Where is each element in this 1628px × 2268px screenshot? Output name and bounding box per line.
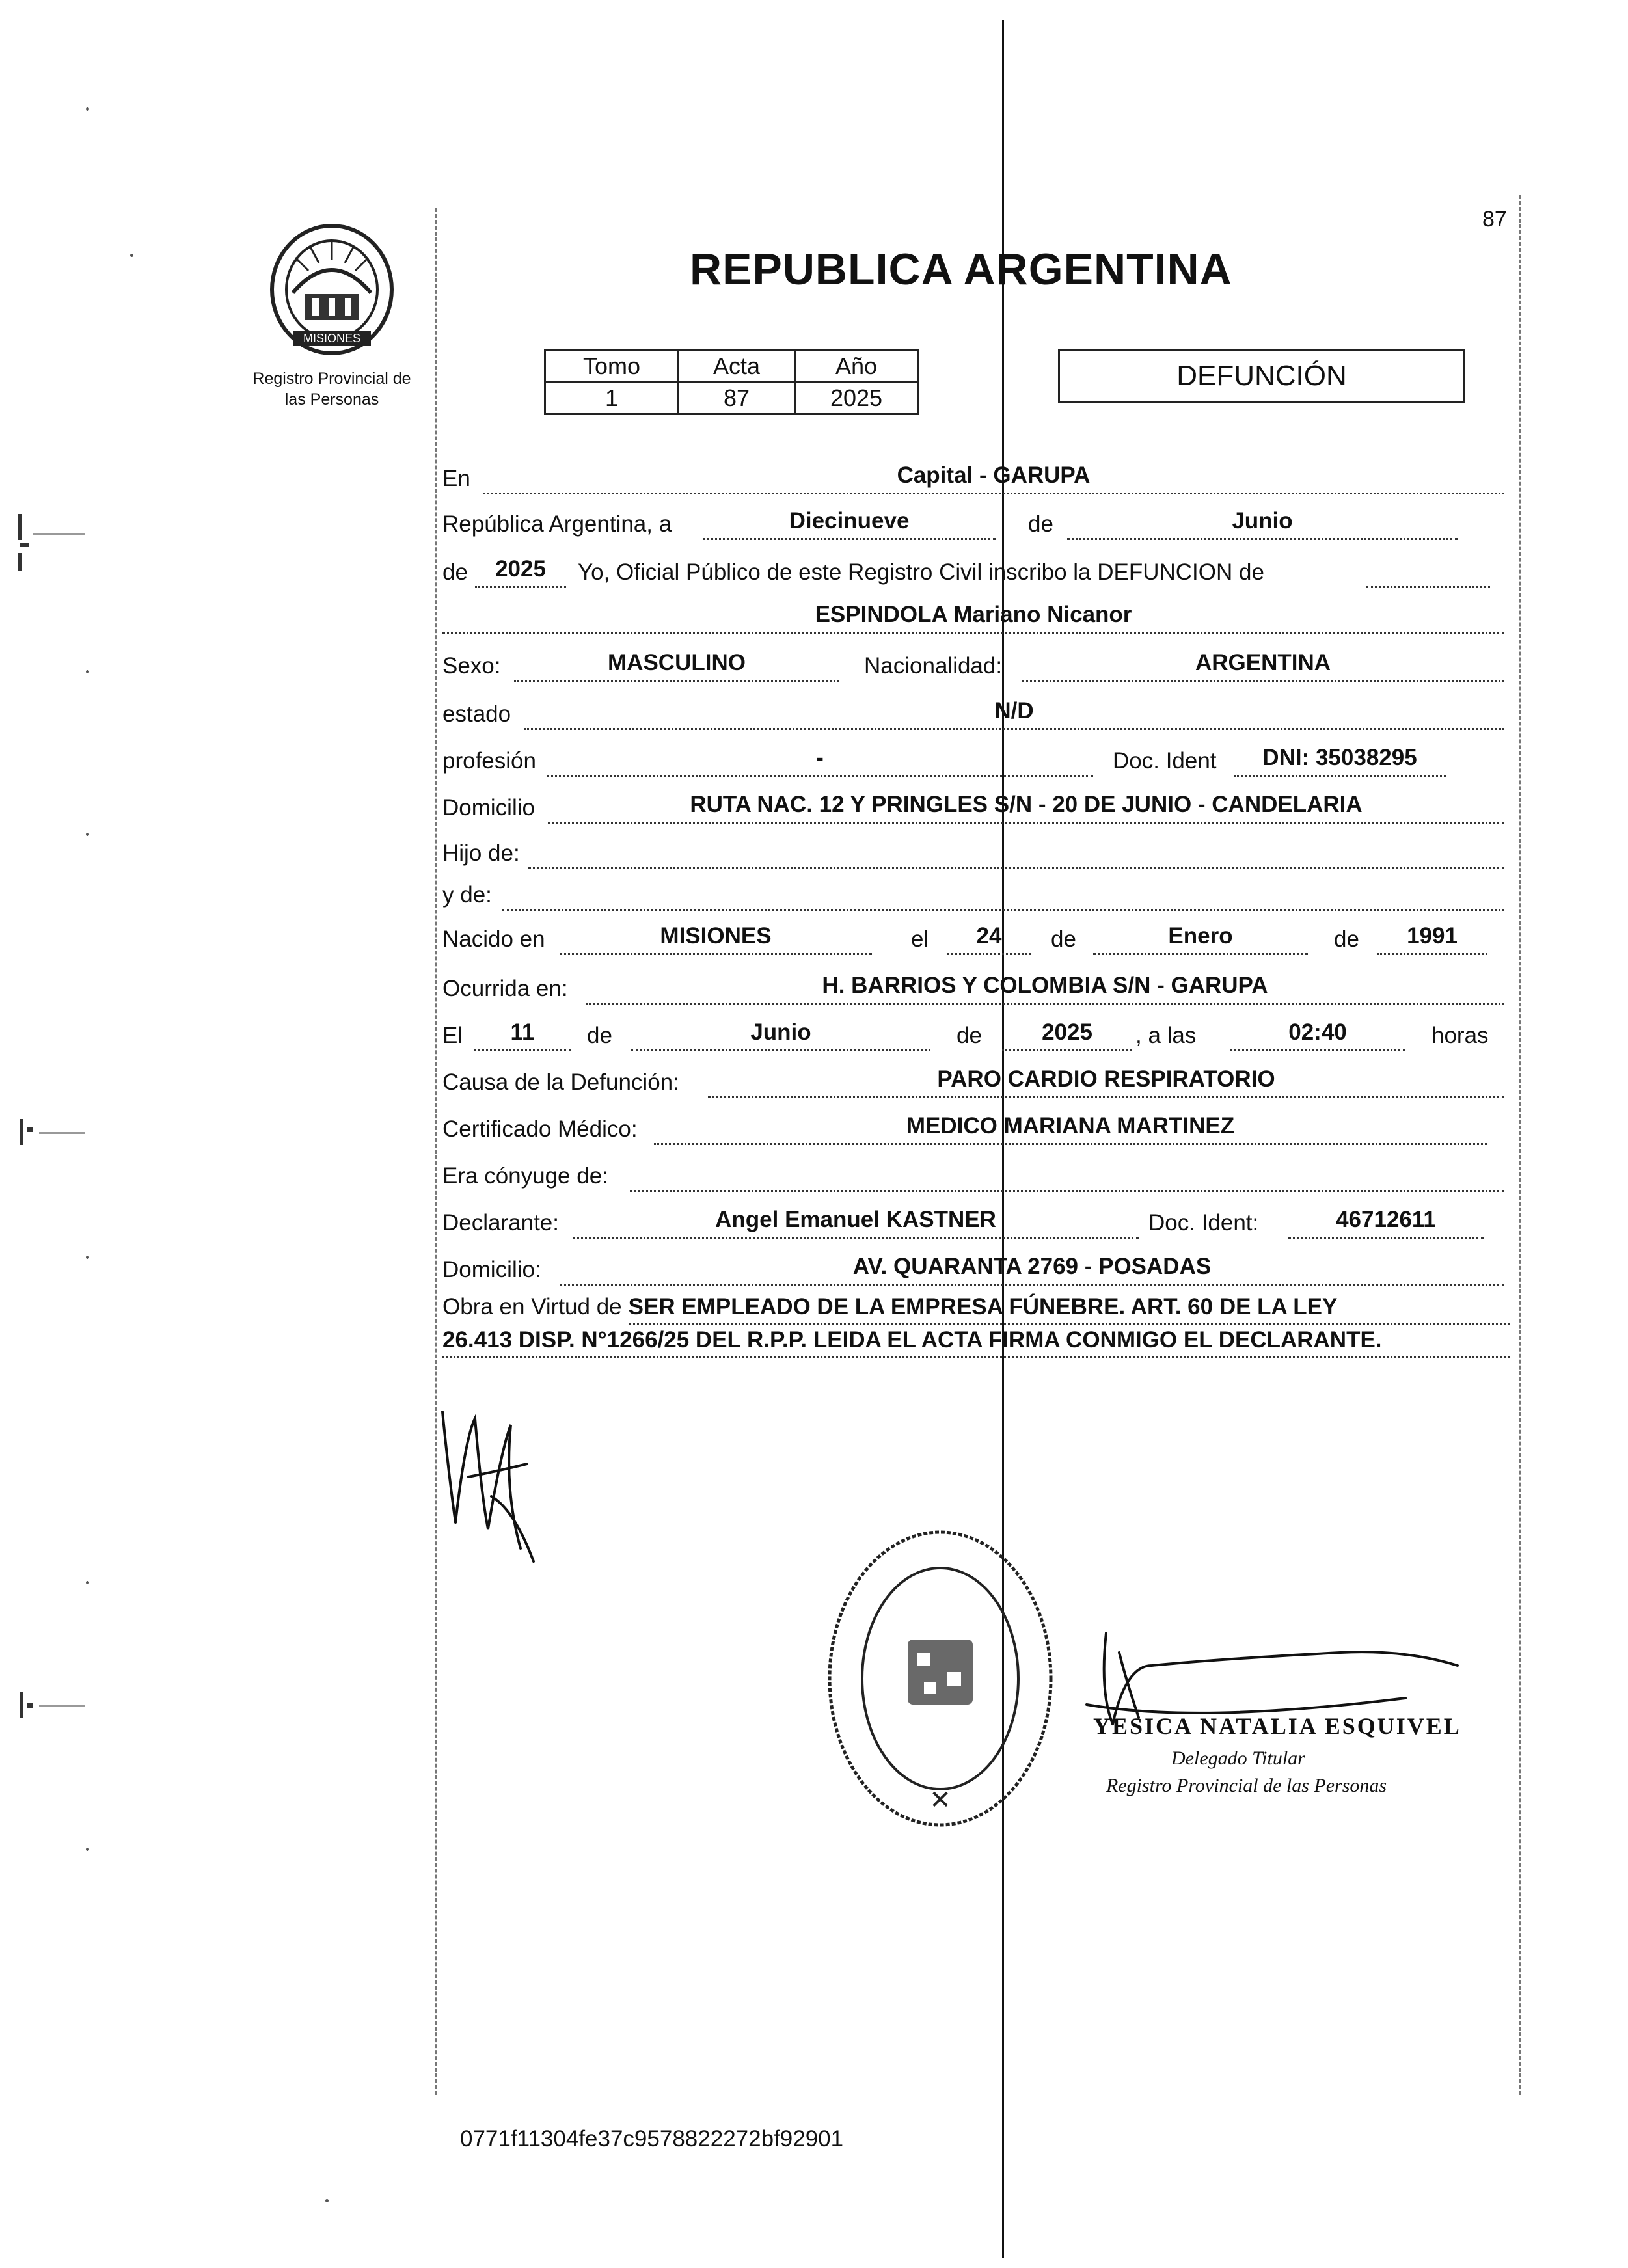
label-de: de xyxy=(1028,511,1053,537)
value-sexo: MASCULINO xyxy=(514,645,839,682)
svg-text:✕: ✕ xyxy=(929,1786,951,1815)
value-doc: DNI: 35038295 xyxy=(1234,740,1446,777)
value-hijo xyxy=(528,832,1504,869)
row-ocurrida xyxy=(442,969,1510,1008)
binding-marks xyxy=(13,1685,91,1737)
value-nombre: ESPINDOLA Mariano Nicanor xyxy=(442,597,1504,634)
row-certificado xyxy=(442,1110,1510,1149)
label-ocurrida: Ocurrida en: xyxy=(442,976,568,1001)
document-hash: 0771f11304fe37c9578822272bf92901 xyxy=(460,2126,844,2152)
label-de3: de xyxy=(1051,926,1076,952)
value-anio-registro: 2025 xyxy=(475,551,566,588)
row-hijo xyxy=(442,834,1510,873)
value-obra-line2: 26.413 DISP. N°1266/25 DEL R.P.P. LEIDA EL ACTA FIRMA CONMIGO EL DECLARANTE. xyxy=(442,1325,1510,1358)
row-declarante xyxy=(442,1204,1510,1243)
row-profesion xyxy=(442,742,1510,781)
binding-marks xyxy=(13,1113,91,1165)
label-de5: de xyxy=(587,1023,612,1048)
value-conyuge xyxy=(630,1155,1504,1192)
record-table-value-row xyxy=(545,383,918,414)
label-estado: estado xyxy=(442,701,511,727)
province-seal-logo xyxy=(267,221,397,358)
label-de4: de xyxy=(1334,926,1359,952)
right-margin-line xyxy=(1519,195,1521,2095)
value-oficial-blank xyxy=(1366,551,1490,588)
value-nac-mes: Enero xyxy=(1093,918,1308,955)
label-nacionalidad: Nacionalidad: xyxy=(864,653,1003,679)
row-en xyxy=(442,459,1510,498)
row-causa xyxy=(442,1063,1510,1102)
label-causa: Causa de la Defunción: xyxy=(442,1070,679,1095)
value-nac-anio: 1991 xyxy=(1377,918,1487,955)
value-domicilio: RUTA NAC. 12 Y PRINGLES S/N - 20 DE JUNIO - CANDELARIA xyxy=(548,787,1504,824)
value-def-dia: 11 xyxy=(474,1014,571,1051)
value-yde xyxy=(502,874,1504,911)
value-nacido: MISIONES xyxy=(560,918,872,955)
officer-org: Registro Provincial de las Personas xyxy=(1106,1775,1387,1796)
value-def-mes: Junio xyxy=(631,1014,930,1051)
label-declarante: Declarante: xyxy=(442,1210,559,1235)
label-oficial: Yo, Oficial Público de este Registro Civil inscribo la DEFUNCION de xyxy=(578,560,1264,585)
record-table-header-row xyxy=(545,351,918,383)
label-yde: y de: xyxy=(442,882,492,908)
value-obra-line1: SER EMPLEADO DE LA EMPRESA FÚNEBRE. ART. 60 DE LA LEY xyxy=(629,1291,1510,1325)
label-domicilio2: Domicilio: xyxy=(442,1257,541,1282)
obra-en-virtud xyxy=(442,1291,1510,1358)
row-conyuge xyxy=(442,1157,1510,1196)
value-ocurrida: H. BARRIOS Y COLOMBIA S/N - GARUPA xyxy=(586,967,1504,1005)
record-type-box: DEFUNCIÓN xyxy=(1058,349,1465,403)
value-dia: Diecinueve xyxy=(703,503,996,540)
row-domicilio xyxy=(442,789,1510,828)
label-sexo: Sexo: xyxy=(442,653,501,679)
header-tomo: Tomo xyxy=(545,351,679,383)
label-alas: , a las xyxy=(1135,1023,1197,1048)
binding-marks xyxy=(13,507,91,586)
label-domicilio: Domicilio xyxy=(442,795,535,820)
label-obra: Obra en Virtud de xyxy=(442,1294,622,1319)
row-nacido xyxy=(442,920,1510,959)
value-nacionalidad: ARGENTINA xyxy=(1022,645,1504,682)
label-doc: Doc. Ident xyxy=(1113,748,1217,774)
officer-title: Delegado Titular xyxy=(1171,1748,1305,1769)
value-mes: Junio xyxy=(1067,503,1458,540)
label-de2: de xyxy=(442,560,468,585)
value-nac-dia: 24 xyxy=(947,918,1031,955)
document-title: REPUBLICA ARGENTINA xyxy=(690,245,1232,294)
value-acta: 87 xyxy=(679,383,795,414)
value-declarante: Angel Emanuel KASTNER xyxy=(573,1202,1139,1239)
value-domicilio2: AV. QUARANTA 2769 - POSADAS xyxy=(560,1249,1504,1286)
value-causa: PARO CARDIO RESPIRATORIO xyxy=(708,1061,1504,1098)
margin-speck xyxy=(86,670,89,673)
margin-speck xyxy=(86,833,89,836)
header-anio: Año xyxy=(795,351,918,383)
registry-label-line2: las Personas xyxy=(284,390,379,409)
official-stamp xyxy=(817,1516,1064,1841)
margin-speck xyxy=(325,2199,329,2202)
row-fecha-defuncion xyxy=(442,1016,1510,1055)
margin-speck xyxy=(86,1256,89,1259)
label-conyuge: Era cónyuge de: xyxy=(442,1163,608,1189)
row-oficial xyxy=(442,553,1510,592)
margin-speck xyxy=(130,254,133,257)
row-domicilio2 xyxy=(442,1250,1510,1289)
value-def-anio: 2025 xyxy=(1002,1014,1132,1051)
left-margin-line xyxy=(435,208,437,2095)
svg-text:MISIONES: MISIONES xyxy=(303,332,361,345)
value-estado: N/D xyxy=(524,693,1504,730)
value-tomo: 1 xyxy=(545,383,679,414)
row-nombre xyxy=(442,599,1510,638)
registry-label-line1: Registro Provincial de xyxy=(252,370,411,388)
record-table xyxy=(544,349,919,415)
value-anio: 2025 xyxy=(795,383,918,414)
label-de6: de xyxy=(956,1023,982,1048)
row-estado xyxy=(442,695,1510,734)
label-certificado: Certificado Médico: xyxy=(442,1116,638,1142)
value-certificado: MEDICO MARIANA MARTINEZ xyxy=(654,1108,1487,1145)
value-hora: 02:40 xyxy=(1230,1014,1405,1051)
label-hijo: Hijo de: xyxy=(442,841,520,866)
value-doc2: 46712611 xyxy=(1288,1202,1484,1239)
obra-line1 xyxy=(442,1291,1510,1325)
margin-speck xyxy=(86,107,89,111)
label-profesion: profesión xyxy=(442,748,536,774)
row-sexo xyxy=(442,647,1510,686)
value-profesion: - xyxy=(547,740,1093,777)
header-acta: Acta xyxy=(679,351,795,383)
row-yde xyxy=(442,876,1510,915)
page-number: 87 xyxy=(1482,207,1507,232)
label-nacido: Nacido en xyxy=(442,926,545,952)
declarant-signature xyxy=(429,1399,560,1568)
officer-name: YESICA NATALIA ESQUIVEL xyxy=(1093,1713,1461,1739)
value-en: Capital - GARUPA xyxy=(483,457,1504,494)
label-horas: horas xyxy=(1431,1023,1489,1048)
row-fecha xyxy=(442,505,1510,544)
margin-speck xyxy=(86,1848,89,1851)
label-en: En xyxy=(442,466,470,491)
label-doc2: Doc. Ident: xyxy=(1148,1210,1259,1235)
label-el-cap: El xyxy=(442,1023,463,1048)
registry-label xyxy=(234,368,429,410)
label-republica: República Argentina, a xyxy=(442,511,672,537)
margin-speck xyxy=(86,1581,89,1584)
label-el: el xyxy=(911,926,929,952)
